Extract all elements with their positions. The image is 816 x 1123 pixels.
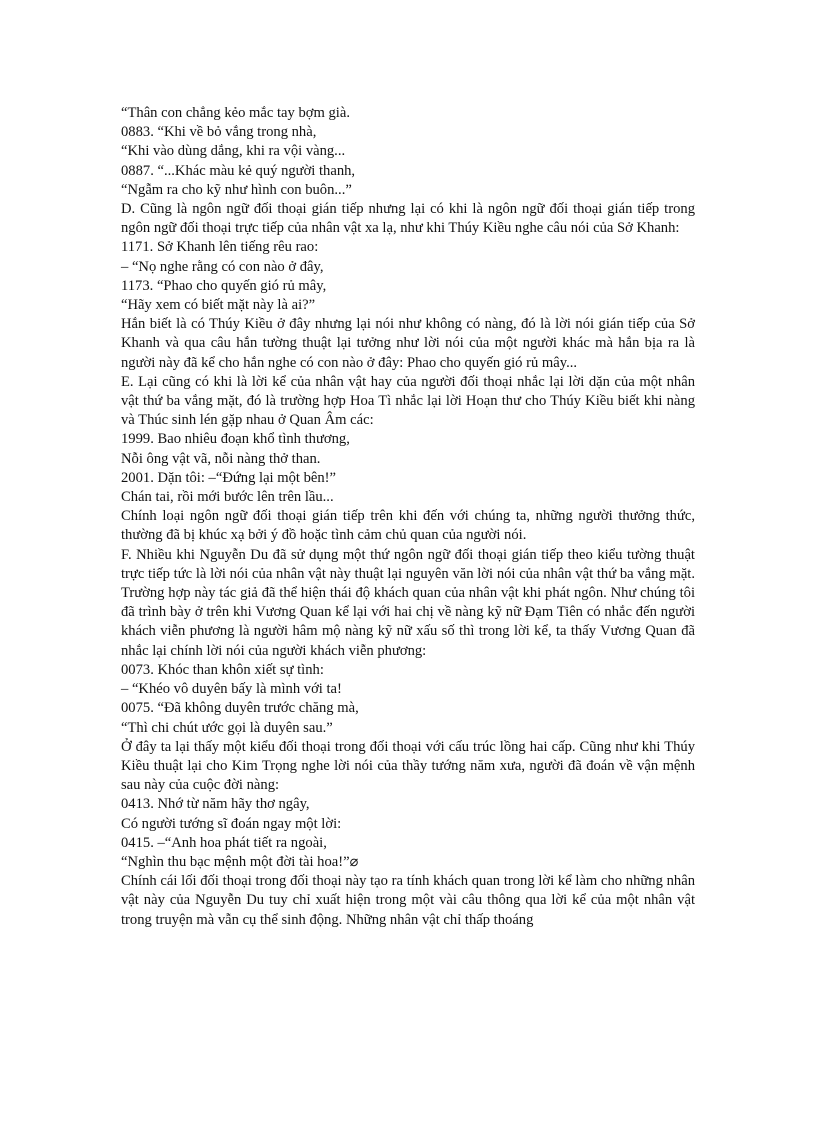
paragraph: Hắn biết là có Thúy Kiều ở đây nhưng lại nói như không có nàng, đó là lời nói gián tiếp của Sở Khanh và qua câu hắn tường thuật lại tưởng như lời nói của một người khác mà hắn bịa ra là người này đã kể cho hắn nghe có con nào ở đây: Phao cho quyến gió rủ mây...	[121, 316, 695, 371]
paragraph: Ở đây ta lại thấy một kiểu đối thoại trong đối thoại với cấu trúc lồng hai cấp. Cũng như khi Thúy Kiều thuật lại cho Kim Trọng nghe lời nói của thầy tướng năm xưa, người đã đoán về vận mệnh sau này của cuộc đời nàng:	[121, 738, 695, 794]
verse-line: 1171. Sở Khanh lên tiếng rêu rao:	[121, 239, 319, 256]
paragraph: E. Lại cũng có khi là lời kể của nhân vật hay của người đối thoại nhắc lại lời dặn của một nhân vật thứ ba vắng mặt, đó là trường hợp Hoa Tì nhắc lại lời Hoạn thư cho Thúy Kiều biết khi nàng và Thúc sinh lén gặp nhau ở Quan Âm các:	[121, 373, 695, 429]
verse-line: “Thân con chẳng kẻo mắc tay bợm già.	[121, 105, 350, 121]
verse-line: “Hãy xem có biết mặt này là ai?”	[121, 297, 316, 314]
verse-line: “Ngẫm ra cho kỹ như hình con buôn...”	[121, 181, 352, 198]
verse-line: 1173. “Phao cho quyến gió rủ mây,	[121, 277, 327, 294]
verse-line: 0887. “...Khác màu kẻ quý người thanh,	[121, 162, 356, 179]
verse-line: “Thì chi chút ước gọi là duyên sau.”	[121, 719, 333, 736]
verse-line: 1999. Bao nhiêu đoạn khổ tình thương,	[121, 431, 350, 448]
verse-line: 2001. Dặn tôi: –“Đứng lại một bên!”	[121, 469, 337, 486]
verse-line: Chán tai, rồi mới bước lên trên lầu...	[121, 489, 334, 506]
verse-line: 0075. “Đã không duyên trước chăng mà,	[121, 700, 359, 717]
verse-line: 0883. “Khi về bỏ vắng trong nhà,	[121, 124, 317, 141]
verse-line: Nỗi ông vật vã, nỗi nàng thở than.	[121, 450, 321, 467]
body-text	[121, 104, 695, 930]
verse-line: – “Nọ nghe rằng có con nào ở đây,	[121, 258, 324, 275]
verse-line: 0413. Nhớ từ năm hãy thơ ngây,	[121, 796, 310, 813]
paragraph: F. Nhiều khi Nguyễn Du đã sử dụng một thứ ngôn ngữ đối thoại gián tiếp theo kiểu tường thuật trực tiếp tức là lời nói của nhân vật này thuật lại nguyên văn lời nói của nhân vật thứ ba vắng mặt. Trường hợp này tác giả đã thể hiện thái độ khách quan của nhân vật khi phát ngôn. Như chúng tôi đã trình bày ở trên khi Vương Quan kể lại với hai chị về nàng kỹ nữ Đạm Tiên có nhắc đến người khách viễn phương là người hâm mộ nàng kỹ nữ xấu số thì trong lời kể, ta thấy Vương Quan đã nhắc lại chính lời nói của người khách viễn phương:	[121, 546, 695, 659]
verse-line: “Nghìn thu bạc mệnh một đời tài hoa!”⌀	[121, 853, 359, 870]
paragraph: D. Cũng là ngôn ngữ đối thoại gián tiếp nhưng lại có khi là ngôn ngữ đối thoại gián tiếp trong ngôn ngữ đối thoại trực tiếp của nhân vật xa lạ, như khi Thúy Kiều nghe câu nói của Sở Khanh:	[121, 201, 695, 237]
verse-line: “Khi vào dùng dắng, khi ra vội vàng...	[121, 143, 346, 160]
verse-line: Có người tướng sĩ đoán ngay một lời:	[121, 815, 342, 832]
verse-line: – “Khéo vô duyên bấy là mình với ta!	[121, 681, 342, 698]
paragraph: Chính cái lối đối thoại trong đối thoại này tạo ra tính khách quan trong lời kể làm cho những nhân vật này của Nguyễn Du tuy chỉ xuất hiện trong một vài câu thông qua lời kể của một nhân vật trong truyện mà vẫn cụ thể sinh động. Những nhân vật chỉ thấp thoáng	[121, 873, 695, 928]
paragraph: Chính loại ngôn ngữ đối thoại gián tiếp trên khi đến với chúng ta, những người thưởng thức, thường đã bị khúc xạ bởi ý đồ hoặc tình cảm chủ quan của người nói.	[121, 508, 695, 544]
verse-line: 0415. –“Anh hoa phát tiết ra ngoài,	[121, 834, 327, 851]
verse-line: 0073. Khóc than khôn xiết sự tình:	[121, 661, 324, 678]
